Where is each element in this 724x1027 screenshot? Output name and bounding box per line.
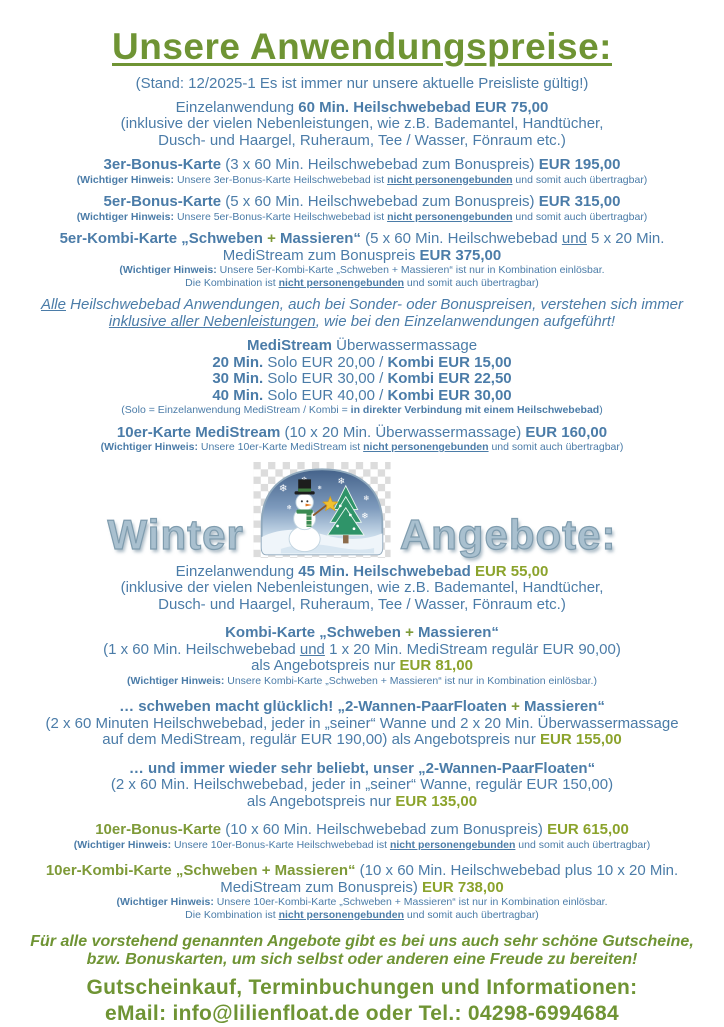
bonus3-block [0,157,724,186]
contact-details: eMail: info@lilienfloat.de oder Tel.: 04298-6994684 [105,1002,619,1025]
hint-emphasis: nicht personengebunden [278,276,404,289]
bonus10-line [0,822,724,839]
offer-title: Massieren“ [519,698,605,715]
kombi10-block [0,863,724,921]
offer-title: … schweben macht glücklich! „2-Wannen-PaarFloaten [119,698,512,715]
note-line2 [0,314,724,331]
kombi5-block [0,231,724,289]
text-segment: (5 x 60 Min. Heilschwebebad [360,230,562,247]
medistream-row-40 [0,388,724,405]
hint-label: (Wichtiger Hinweis: [76,210,175,223]
text-segment: MediStream zum Bonuspreis) [220,878,423,896]
bonus3-line [0,157,724,174]
hint-text: Unsere Kombi-Karte „Schweben + Massieren“ ist nur in Kombination einlösbar.) [224,674,597,687]
price: EUR 81,00 [399,657,473,674]
medistream-note [0,404,724,417]
paarfloaten-massieren-desc: (2 x 60 Minuten Heilschwebebad, jeder in „seiner“ Wanne und 2 x 20 Min. Überwassermassage [45,714,679,732]
einzelanwendung-60-block [0,100,724,150]
solo-price: Solo EUR 40,00 / [263,386,388,404]
medistream10-block [0,425,724,454]
snow-globe-graphic [252,462,392,558]
card-name: 10er-Bonus-Karte [95,821,222,838]
paarfloaten-title [0,761,724,778]
text-segment: (5 x 60 Min. Heilschwebebad zum Bonuspreis) [221,193,539,210]
hint-text: Unsere 5er-Kombi-Karte „Schweben + Massieren“ ist nur in Kombination einlösbar. [216,264,605,276]
kombi10-line2 [0,880,724,897]
bonus5-line [0,194,724,211]
bonus5-hint [0,211,724,224]
page-title: Unsere Anwendungspreise: [112,26,612,67]
inclusive-note-line2: Dusch- und Haargel, Ruheraum, Tee / Wasser, Fönraum etc.) [158,595,566,613]
text-segment: (10 x 60 Min. Heilschwebebad zum Bonuspreis) [221,821,548,838]
medistream10-line [0,425,724,442]
hint-text: Unsere 3er-Bonus-Karte Heilschwebebad ist [174,173,388,186]
plus-sign: + [405,624,414,641]
bonus3-hint [0,174,724,187]
underlined-phrase: inklusive aller Nebenleistungen [108,312,316,330]
inclusive-note-line1: (inklusive der vielen Nebenleistungen, wie z.B. Bademantel, Handtücher, [120,579,604,596]
text-segment: als Angebotspreis nur [251,657,400,674]
kombi5-hint2 [0,277,724,290]
plus-sign: + [511,698,520,715]
price: EUR 155,00 [540,731,622,748]
underlined-word: Alle [40,296,66,313]
hint-label: (Wichtiger Hinweis: [73,838,172,851]
medistream-block [0,338,724,417]
price: EUR 55,00 [474,562,549,580]
hint-label: (Wichtiger Hinweis: [127,674,225,687]
card-name: 5er-Kombi-Karte „Schweben [59,230,268,247]
hint-text: und somit auch übertragbar) [488,441,624,453]
text-segment: Einzelanwendung [175,562,299,580]
text-segment: 5 x 20 Min. [586,230,665,247]
text-segment: (10 x 20 Min. Überwassermassage) [280,423,526,441]
paarfloaten-offer [0,794,724,811]
hint-label: (Wichtiger Hinweis: [100,441,198,453]
card-name: 5er-Bonus-Karte [103,193,222,210]
card-name: Kombi-Karte „Schweben [225,624,406,641]
tree-trunk [343,535,348,543]
bonus10-hint [0,839,724,852]
paarfloaten-desc: (2 x 60 Min. Heilschwebebad, jeder in „seiner“ Wanne, regulär EUR 150,00) [110,776,614,793]
price: EUR 195,00 [538,156,621,173]
kombi-price: Kombi EUR 30,00 [387,386,512,404]
inclusive-note-line2: Dusch- und Haargel, Ruheraum, Tee / Wasser, Fönraum etc.) [158,131,566,149]
medistream-row-20 [0,355,724,372]
kombi5-hint1 [0,264,724,277]
hint-emphasis: nicht personengebunden [278,908,404,921]
text-segment: auf dem MediStream, regulär EUR 190,00) als Angebotspreis nur [102,731,540,748]
einzelanwendung-45-line [0,564,724,581]
kombi10-line1 [0,863,724,880]
kombi10-hint2 [0,909,724,922]
inclusive-note-line1: (inklusive der vielen Nebenleistungen, wie z.B. Bademantel, Handtücher, [120,115,604,132]
price: EUR 315,00 [538,193,621,210]
hint-label: (Wichtiger Hinweis: [116,896,214,908]
winter-banner-word2: Angebote: [399,510,617,558]
price: EUR 615,00 [547,821,629,838]
medistream10-hint [0,441,724,454]
offer-bold-text: 45 Min. Heilschwebebad [298,562,475,580]
text-segment: Einzelanwendung [175,98,299,116]
snowflake-icon: ❄ [337,476,346,487]
snowflake-icon: ❄ [362,492,370,502]
bonus10-block [0,822,724,851]
tree-ornament [336,524,339,527]
hint-text: und somit auch übertragbar) [403,276,539,289]
hint-label: (Wichtiger Hinweis: [76,173,175,186]
duration: 40 Min. [212,386,264,404]
hint-text: Die Kombination ist [185,908,279,921]
snowman-eye [306,500,308,502]
text-segment: Heilschwebebad Anwendungen, auch bei Sonder- oder Bonuspreisen, verstehen sich immer [65,296,684,313]
hint-text: Unsere 10er-Karte MediStream ist [197,441,364,453]
medistream-row-30 [0,371,724,388]
duration: 30 Min. [212,370,264,387]
hint-emphasis: nicht personengebunden [363,441,489,453]
offer-bold-text: 60 Min. Heilschwebebad EUR 75,00 [298,98,549,116]
snowflake-icon: ❄ [317,484,322,491]
hint-label: (Wichtiger Hinweis: [119,264,217,276]
hint-text: Unsere 5er-Bonus-Karte Heilschwebebad ist [174,210,388,223]
snowflake-icon: ❄ [286,503,292,512]
hint-text: und somit auch übertragbar) [403,908,539,921]
tree-ornament [339,504,342,507]
hint-emphasis: nicht personengebunden [389,838,516,851]
card-name: 10er-Karte MediStream [116,423,281,441]
kombi10-hint1 [0,896,724,909]
hint-text: und somit auch übertragbar) [512,173,648,186]
note-line1 [0,297,724,314]
card-name: Massieren“ [275,230,361,247]
kombi-karte-desc [0,642,724,659]
hint-text: und somit auch übertragbar) [515,838,651,851]
und-underlined: und [299,640,325,658]
card-name: Massieren“ [413,624,499,641]
solo-price: Solo EUR 30,00 / [263,370,388,387]
hint-text: und somit auch übertragbar) [512,210,648,223]
paarfloaten-block [0,761,724,811]
stand-note: (Stand: 12/2025-1 Es ist immer nur unsere aktuelle Preisliste gültig!) [135,75,589,92]
kombi-price: Kombi EUR 22,50 [387,370,512,387]
paarfloaten-massieren-title [0,699,724,716]
winter-banner-word1: Winter [107,510,244,558]
hint-text: Unsere 10er-Bonus-Karte Heilschwebebad ist [171,838,390,851]
medistream-header [0,338,724,355]
price: EUR 375,00 [419,246,502,264]
tree-ornament [352,527,355,530]
snowflake-icon: ❄ [278,482,288,494]
hint-text: Die Kombination ist [185,276,279,289]
einzelanwendung-45-block [0,564,724,614]
card-name: 10er-Kombi-Karte „Schweben + Massieren“ [45,862,356,879]
text-segment: (10 x 60 Min. Heilschwebebad plus 10 x 20 Min. [355,862,679,879]
text-segment: MediStream zum Bonuspreis [222,246,420,264]
snowflake-icon: ❄ [361,510,369,521]
winter-banner [0,462,724,558]
tree-ornament [349,513,352,516]
einzelanwendung-60-line [0,100,724,117]
hint-emphasis: nicht personengebunden [387,210,513,223]
hint-text: (Solo = Einzelanwendung MediStream / Kombi = [121,404,351,416]
kombi-karte-offer [0,658,724,675]
paarfloaten-massieren-offer [0,732,724,749]
kombi5-line1 [0,231,724,248]
bonus5-block [0,194,724,223]
gutschein-note-line1: Für alle vorstehend genannten Angebote gibt es bei uns auch sehr schöne Gutscheine, [30,933,694,950]
kombi-karte-title [0,625,724,642]
text-segment: 1 x 20 Min. MediStream regulär EUR 90,00) [324,640,621,658]
hint-emphasis: nicht personengebunden [387,173,513,186]
plus-sign: + [267,230,276,247]
snowman-eye [301,500,303,502]
solo-price: Solo EUR 20,00 / [263,353,388,371]
hint-emphasis: in direkter Verbindung mit einem Heilschwebebad [350,404,600,416]
und-underlined: und [561,230,587,247]
text-segment: , wie bei den Einzelanwendungen aufgeführt! [315,312,616,330]
card-name: 3er-Bonus-Karte [103,156,222,173]
price: EUR 738,00 [422,878,504,896]
all-applications-note [0,297,724,330]
offer-title: … und immer wieder sehr beliebt, unser „2-Wannen-PaarFloaten“ [128,759,596,777]
kombi5-line2 [0,248,724,265]
duration: 20 Min. [212,353,264,371]
text-segment: Überwassermassage [331,337,478,354]
price: EUR 160,00 [525,423,608,441]
snowman-head [296,493,313,510]
contact-footer [0,975,724,1027]
gutschein-note-line2: bzw. Bonuskarten, um sich selbst oder anderen eine Freude zu bereiten! [86,951,638,968]
hint-text: ) [599,404,603,416]
price: EUR 135,00 [395,792,478,810]
gutschein-note [0,933,724,969]
text-segment: (3 x 60 Min. Heilschwebebad zum Bonuspreis) [221,156,539,173]
hint-text: Unsere 10er-Kombi-Karte „Schweben + Massieren“ ist nur in Kombination einlösbar. [213,896,608,908]
contact-header: Gutscheinkauf, Terminbuchungen und Informationen: [86,976,638,999]
snowman-hat-band [298,488,311,491]
kombi-karte-block [0,625,724,687]
text-segment: als Angebotspreis nur [246,792,396,810]
brand-name: MediStream [246,337,332,354]
text-segment: (1 x 60 Min. Heilschwebebad [103,640,300,658]
paarfloaten-massieren-block [0,699,724,749]
kombi-karte-hint [0,675,724,688]
kombi-price: Kombi EUR 15,00 [387,353,512,371]
